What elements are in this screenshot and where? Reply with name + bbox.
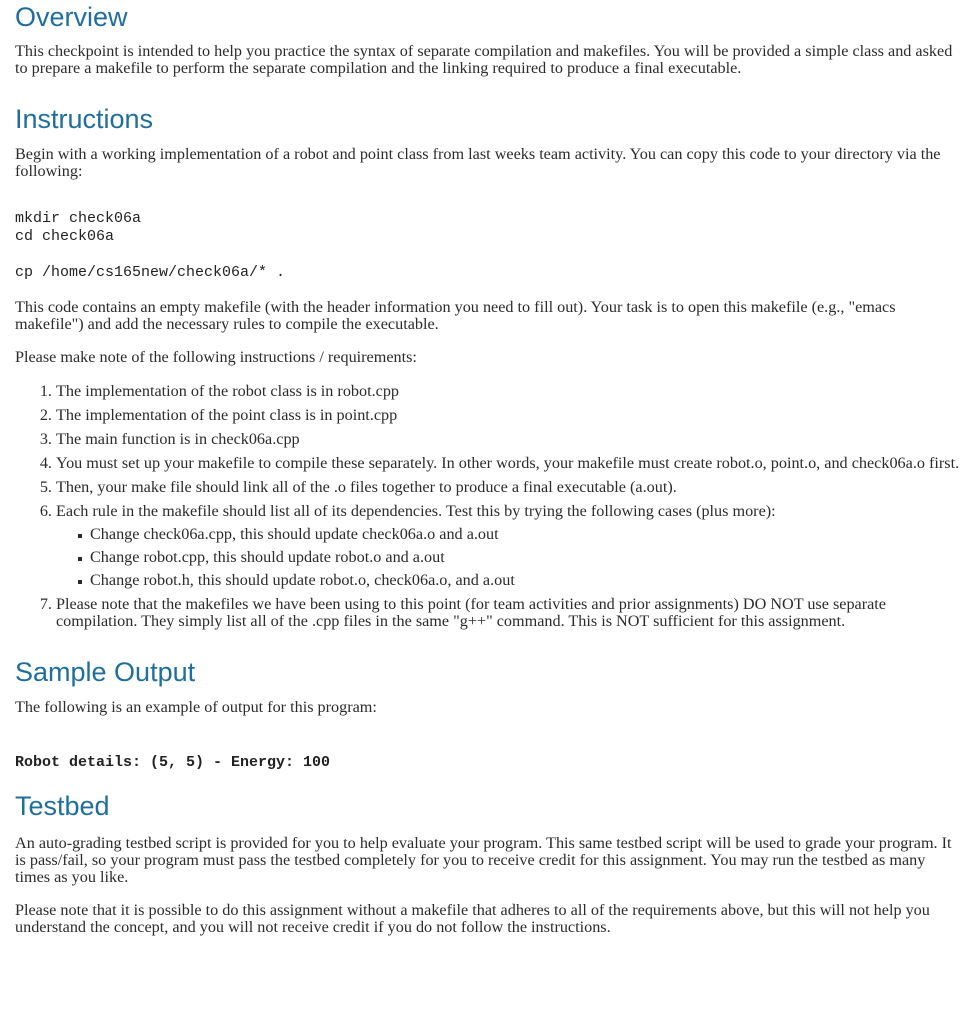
sub-list-item: Change robot.h, this should update robot.o, check06a.o, and a.out (90, 572, 960, 589)
sample-output-code: Robot details: (5, 5) - Energy: 100 (15, 754, 331, 771)
after-code-text: This code contains an empty makefile (with the header information you need to fill out). Your task is to open this makefile (e.g., "emacs makefile") and add the necessary rules to compile the executable. (15, 298, 896, 333)
code-block (15, 210, 960, 282)
instructions-intro: Begin with a working implementation of a robot and point class from last weeks team activity. You can copy this code to your directory via the following: (15, 145, 941, 180)
list-item (56, 383, 960, 400)
dependency-test-list (56, 526, 960, 589)
list-item (56, 479, 960, 496)
list-item-text: The implementation of the robot class is in robot.cpp (56, 382, 400, 400)
code-line-mkdir: mkdir check06a (15, 210, 142, 227)
requirements-note: Please make note of the following instructions / requirements: (15, 348, 417, 366)
list-item (56, 455, 960, 472)
sample-output-intro: The following is an example of output for this program: (15, 698, 377, 716)
overview-heading: Overview (15, 2, 128, 32)
list-item-text: You must set up your makefile to compile these separately. In other words, your makefile must create robot.o, point.o, and check06a.o first. (56, 454, 960, 472)
list-item (56, 503, 960, 589)
sub-list-item: Change check06a.cpp, this should update check06a.o and a.out (90, 526, 960, 543)
testbed-heading: Testbed (15, 791, 110, 821)
list-item-text: Each rule in the makefile should list all of its dependencies. Test this by trying the following cases (plus more): (56, 502, 776, 520)
testbed-para-1: An auto-grading testbed script is provided for you to help evaluate your program. This same testbed script will be used to grade your program. It is pass/fail, so your program must pass the testbed completely for you to receive credit for this assignment. You may run the testbed as many times as you like. (15, 834, 952, 886)
instructions-heading: Instructions (15, 104, 154, 134)
list-item (56, 407, 960, 424)
list-item (56, 596, 960, 630)
sub-list-item: Change robot.cpp, this should update robot.o and a.out (90, 549, 960, 566)
list-item-text: The implementation of the point class is in point.cpp (56, 406, 398, 424)
code-line-cd: cd check06a (15, 228, 115, 245)
list-item-text: Then, your make file should link all of the .o files together to produce a final executable (a.out). (56, 478, 677, 496)
testbed-para-2: Please note that it is possible to do this assignment without a makefile that adheres to all of the requirements above, but this will not help you understand the concept, and you will not receive credit if you do not follow the instructions. (15, 901, 930, 936)
overview-text: This checkpoint is intended to help you practice the syntax of separate compilation and makefiles. You will be provided a simple class and asked to prepare a makefile to perform the separate compilation and the linking required to produce a final executable. (15, 42, 953, 77)
requirements-list (15, 383, 960, 630)
list-item-text: Please note that the makefiles we have been using to this point (for team activities and prior assignments) DO NOT use separate compilation. They simply list all of the .cpp files in the same "g++" command. This is NOT sufficient for this assignment. (56, 595, 886, 630)
list-item (56, 431, 960, 448)
sample-output-heading: Sample Output (15, 657, 196, 687)
code-line-cp: cp /home/cs165new/check06a/* . (15, 264, 286, 281)
list-item-text: The main function is in check06a.cpp (56, 430, 300, 448)
document-body (15, 0, 960, 936)
